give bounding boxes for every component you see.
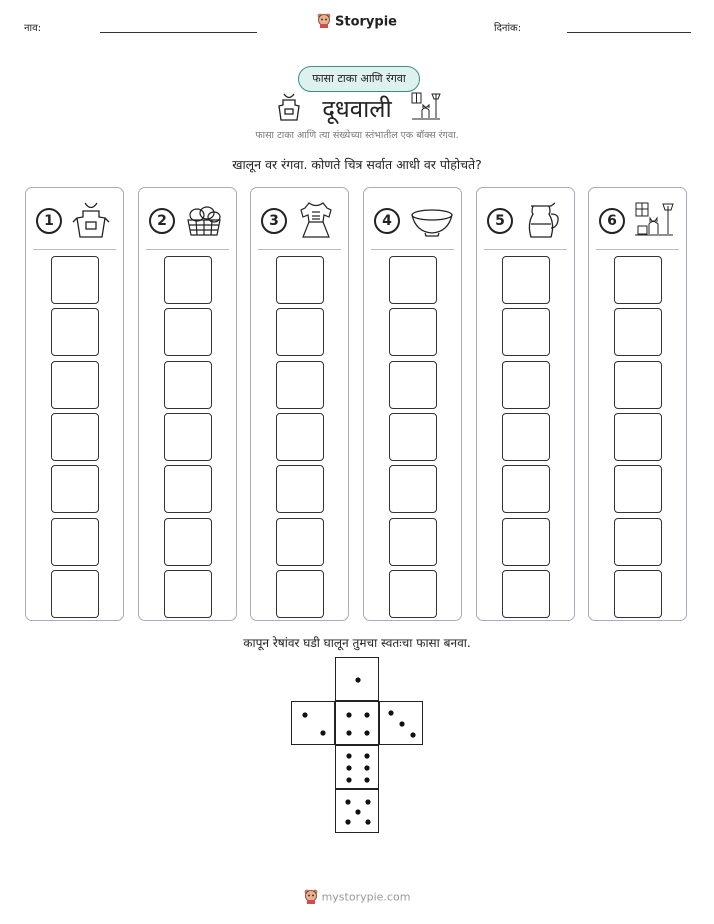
color-box[interactable] xyxy=(614,518,662,566)
color-box[interactable] xyxy=(51,308,99,356)
dice-face-5 xyxy=(335,789,379,833)
column-number: 4 xyxy=(374,208,400,234)
color-box[interactable] xyxy=(502,308,550,356)
dice-face-4 xyxy=(335,701,379,745)
page-title: दूधवाली xyxy=(322,95,392,123)
color-box[interactable] xyxy=(164,518,212,566)
footer xyxy=(0,888,714,907)
color-box[interactable] xyxy=(276,256,324,304)
column-2 xyxy=(138,187,237,621)
divider xyxy=(371,249,454,250)
color-box[interactable] xyxy=(51,256,99,304)
storypie-mascot-icon xyxy=(317,12,331,32)
color-box[interactable] xyxy=(614,256,662,304)
color-box[interactable] xyxy=(389,308,437,356)
color-box[interactable] xyxy=(276,308,324,356)
dice-face-3 xyxy=(379,701,423,745)
color-box[interactable] xyxy=(164,308,212,356)
color-box[interactable] xyxy=(164,570,212,618)
color-box[interactable] xyxy=(614,361,662,409)
name-label: नाव: xyxy=(24,23,42,34)
dice-face-6 xyxy=(335,745,379,789)
color-box[interactable] xyxy=(614,570,662,618)
column-number: 2 xyxy=(149,208,175,234)
color-box[interactable] xyxy=(164,465,212,513)
footer-url: mystorypie.com xyxy=(321,890,411,904)
color-box[interactable] xyxy=(389,361,437,409)
milk-jug-icon xyxy=(521,200,563,240)
dice-face-1 xyxy=(335,657,379,701)
column-4 xyxy=(363,187,462,621)
column-number: 5 xyxy=(487,208,513,234)
brand-logo xyxy=(0,12,714,32)
color-box[interactable] xyxy=(389,570,437,618)
color-box[interactable] xyxy=(389,256,437,304)
color-box[interactable] xyxy=(51,465,99,513)
cat-room-icon xyxy=(633,200,675,240)
date-label: दिनांक: xyxy=(494,23,522,34)
storypie-mascot-icon xyxy=(304,888,318,907)
color-box[interactable] xyxy=(502,570,550,618)
divider xyxy=(484,249,567,250)
cat-room-title-icon xyxy=(410,90,442,126)
color-box[interactable] xyxy=(276,361,324,409)
instruction: खालून वर रंगवा. कोणते चित्र सर्वात आधी वर पोहोचते? xyxy=(232,157,482,172)
column-5 xyxy=(476,187,575,621)
color-box[interactable] xyxy=(51,413,99,461)
color-box[interactable] xyxy=(164,413,212,461)
column-number: 6 xyxy=(599,208,625,234)
color-box[interactable] xyxy=(276,413,324,461)
cut-instruction: कापून रेषांवर घडी घालून तुमचा स्वतःचा फासा बनवा. xyxy=(243,636,471,650)
column-number: 3 xyxy=(261,208,287,234)
color-box[interactable] xyxy=(389,518,437,566)
bread-basket-icon xyxy=(183,200,225,240)
color-box[interactable] xyxy=(51,570,99,618)
color-box[interactable] xyxy=(502,413,550,461)
subtitle: फासा टाका आणि त्या संख्येच्या स्तंभातील एक बॉक्स रंगवा. xyxy=(255,130,459,141)
color-box[interactable] xyxy=(164,256,212,304)
column-1 xyxy=(25,187,124,621)
divider xyxy=(258,249,341,250)
date-line[interactable] xyxy=(567,32,691,33)
color-box[interactable] xyxy=(276,465,324,513)
color-box[interactable] xyxy=(614,308,662,356)
divider xyxy=(596,249,679,250)
divider xyxy=(33,249,116,250)
bowl-icon xyxy=(408,200,450,240)
divider xyxy=(146,249,229,250)
color-box[interactable] xyxy=(502,465,550,513)
color-box[interactable] xyxy=(614,465,662,513)
color-box[interactable] xyxy=(276,570,324,618)
color-box[interactable] xyxy=(502,256,550,304)
dice-face-2 xyxy=(291,701,335,745)
dress-icon xyxy=(295,200,337,240)
color-box[interactable] xyxy=(164,361,212,409)
color-box[interactable] xyxy=(389,465,437,513)
column-3 xyxy=(250,187,349,621)
column-6 xyxy=(588,187,687,621)
color-box[interactable] xyxy=(502,518,550,566)
activity-pill: फासा टाका आणि रंगवा xyxy=(298,66,420,92)
color-box[interactable] xyxy=(51,518,99,566)
color-box[interactable] xyxy=(276,518,324,566)
name-line[interactable] xyxy=(100,32,257,33)
color-box[interactable] xyxy=(389,413,437,461)
color-box[interactable] xyxy=(614,413,662,461)
color-box[interactable] xyxy=(502,361,550,409)
brand-name: Storypie xyxy=(335,14,397,30)
color-box[interactable] xyxy=(51,361,99,409)
column-number: 1 xyxy=(36,208,62,234)
apron-icon xyxy=(70,200,112,240)
